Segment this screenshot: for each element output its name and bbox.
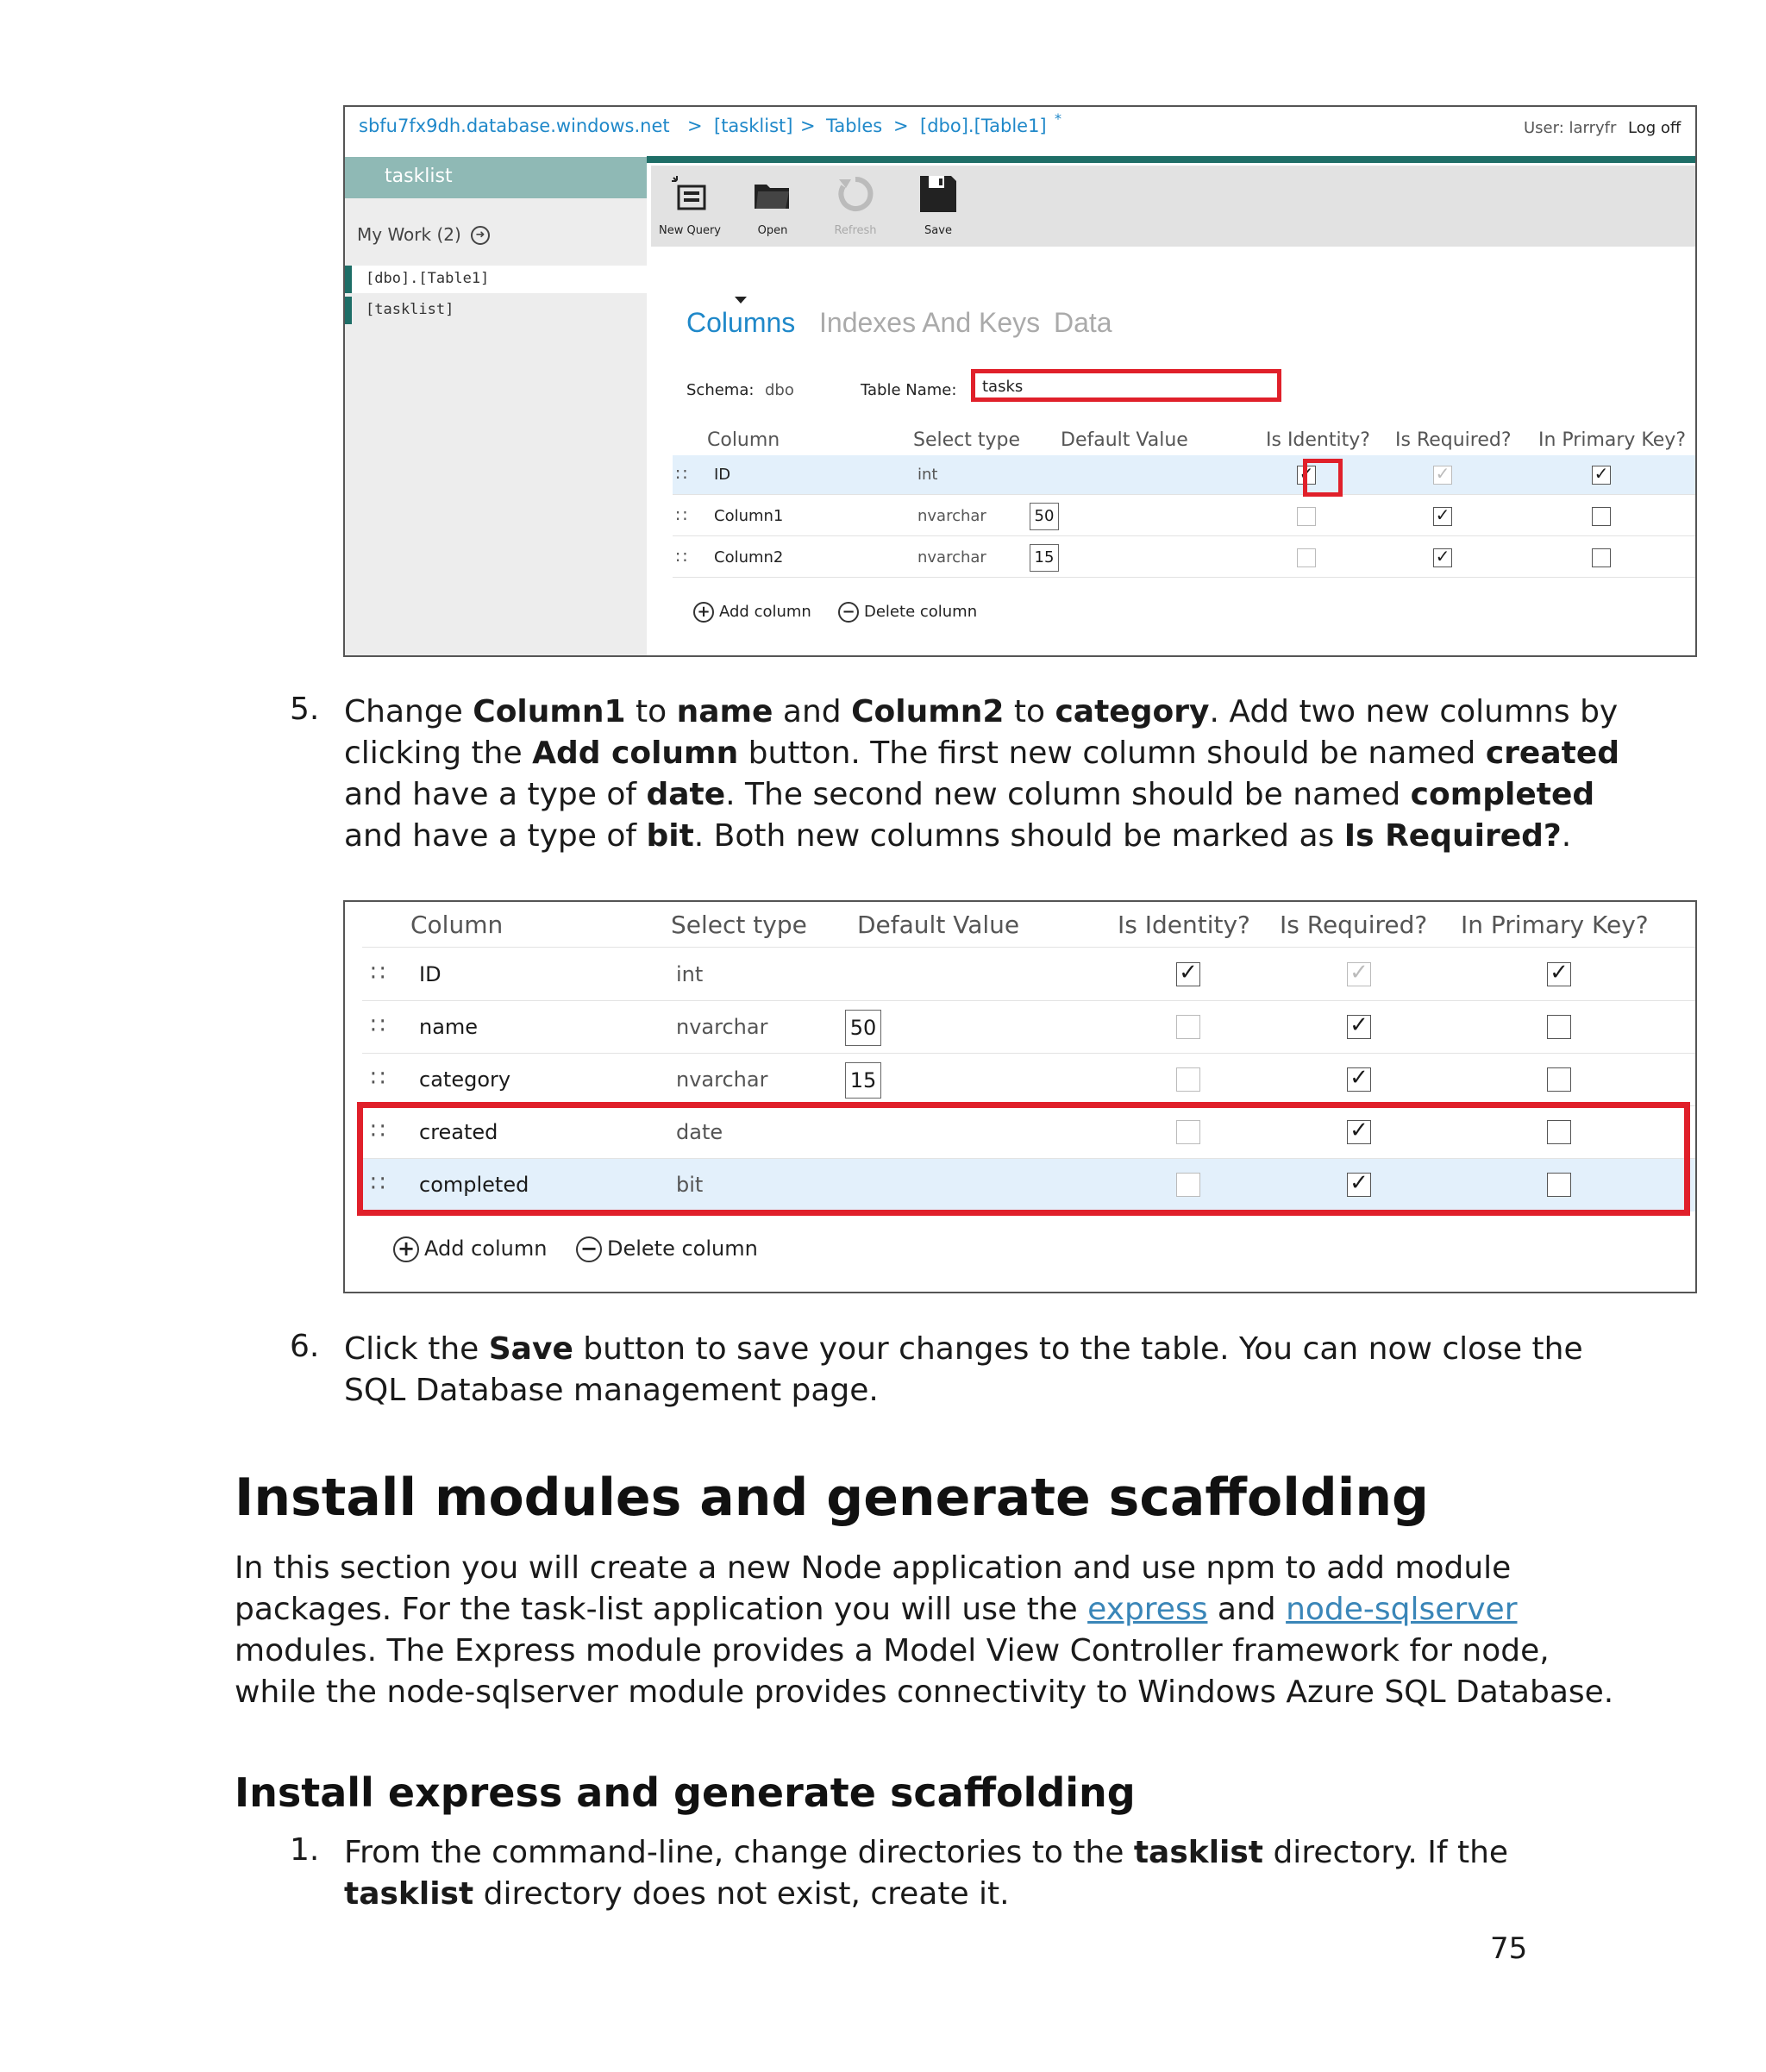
col-header-type: Select type [913,429,1021,451]
drag-handle-icon[interactable]: ∷ [676,464,687,485]
identity-checkbox[interactable]: ✓ [1297,466,1316,485]
toolbar [651,166,1695,247]
table-row[interactable] [362,1054,1695,1106]
col-header-identity: Is Identity? [1266,429,1370,451]
logoff-link[interactable]: Log off [1628,119,1681,137]
drag-handle-icon[interactable]: ∷ [371,1013,385,1039]
new-query-button[interactable]: New Query [651,166,729,247]
required-checkbox[interactable]: ✓ [1347,1173,1371,1197]
refresh-icon [836,174,875,214]
col-header-required: Is Required? [1280,911,1428,939]
required-checkbox[interactable]: ✓ [1347,1067,1371,1092]
step1-line-1: From the command-line, change directories to the tasklist directory. If the [344,1835,1509,1870]
pk-checkbox[interactable] [1547,1015,1571,1039]
table-name-field[interactable]: tasks [971,369,1281,402]
required-checkbox[interactable]: ✓ [1347,1120,1371,1144]
sidebar-item-tasklist[interactable]: [tasklist] [345,297,647,324]
breadcrumb-server[interactable]: sbfu7fx9dh.database.windows.net [359,116,670,136]
folder-icon [753,174,792,214]
table-row[interactable] [362,1001,1695,1054]
minus-circle-icon: − [576,1236,602,1262]
intro-line-2: packages. For the task-list application you will use the express and node-sqlserver [235,1592,1518,1627]
identity-checkbox[interactable]: ✓ [1176,962,1200,986]
identity-checkbox[interactable] [1176,1067,1200,1092]
plus-circle-icon: + [393,1236,419,1262]
step-number: 6. [290,1329,320,1364]
row-name[interactable]: ID [419,962,442,986]
step5-line-1: Change Column1 to name and Column2 to category. Add two new columns by [344,694,1619,729]
subsection-heading: Install express and generate scaffolding [235,1769,1136,1816]
row-type[interactable]: bit [676,1173,704,1197]
col-header-column: Column [707,429,780,451]
row-name[interactable]: Column1 [714,507,784,525]
required-checkbox[interactable]: ✓ [1347,1015,1371,1039]
sidebar-title: tasklist [345,157,647,198]
step6-line-1: Click the Save button to save your changes to the table. You can now close the [344,1331,1583,1367]
breadcrumb-separator: > [800,116,816,136]
header-divider [647,156,1695,163]
row-type[interactable]: int [676,962,704,986]
row-name[interactable]: category [419,1067,511,1092]
step-number: 1. [290,1832,320,1868]
sidebar-item-table1[interactable]: [dbo].[Table1] [345,266,647,293]
pk-checkbox[interactable]: ✓ [1592,466,1611,485]
step6-line-2: SQL Database management page. [344,1373,879,1408]
step-number: 5. [290,692,320,727]
tab-indexes-and-keys[interactable]: Indexes And Keys [819,307,1041,338]
required-checkbox[interactable]: ✓ [1433,548,1452,567]
row-type[interactable]: nvarchar [676,1015,768,1039]
intro-line-4: while the node-sqlserver module provides connectivity to Windows Azure SQL Database. [235,1675,1614,1710]
col-header-default: Default Value [1061,429,1188,451]
breadcrumb [345,107,1695,157]
breadcrumb-database[interactable]: [tasklist] [714,116,793,136]
row-type[interactable]: nvarchar [917,507,986,525]
node-sqlserver-link[interactable]: node-sqlserver [1286,1592,1518,1627]
drag-handle-icon[interactable]: ∷ [676,547,687,567]
step1-line-2: tasklist directory does not exist, create it. [344,1876,1010,1912]
identity-highlight [1303,459,1343,497]
refresh-button[interactable]: Refresh [817,166,894,247]
row-type[interactable]: nvarchar [676,1067,768,1092]
required-checkbox[interactable]: ✓ [1347,962,1371,986]
identity-checkbox[interactable] [1297,548,1316,567]
express-link[interactable]: express [1087,1592,1208,1627]
pk-checkbox[interactable] [1547,1067,1571,1092]
mywork-label[interactable]: My Work (2) [357,224,461,245]
col-header-pk: In Primary Key? [1461,911,1649,939]
col-header-pk: In Primary Key? [1538,429,1686,451]
breadcrumb-table[interactable]: [dbo].[Table1] [920,116,1047,136]
step5-line-3: and have a type of date. The second new column should be named completed [344,777,1595,812]
add-column-button[interactable]: + Add column [393,1236,547,1262]
length-field[interactable]: 50 [1030,503,1059,530]
row-type[interactable]: date [676,1120,723,1144]
tab-columns[interactable]: Columns [686,307,796,338]
breadcrumb-separator: > [687,116,703,136]
columns-grid-screenshot [343,900,1697,1293]
pk-checkbox[interactable]: ✓ [1547,962,1571,986]
drag-handle-icon[interactable]: ∷ [676,505,687,526]
table-row[interactable] [673,497,1697,536]
page-number: 75 [1490,1931,1528,1966]
save-icon [918,174,958,214]
row-name[interactable]: Column2 [714,548,784,567]
breadcrumb-tables[interactable]: Tables [826,116,883,136]
row-name[interactable]: name [419,1015,479,1039]
table-row[interactable] [673,538,1697,578]
row-name[interactable]: ID [714,466,731,484]
delete-column-button[interactable]: − Delete column [576,1236,758,1262]
col-header-required: Is Required? [1395,429,1512,451]
identity-checkbox[interactable] [1297,507,1316,526]
drag-handle-icon[interactable]: ∷ [371,961,385,986]
col-header-default: Default Value [857,911,1020,939]
pk-checkbox[interactable] [1592,548,1611,567]
section-heading: Install modules and generate scaffolding [235,1468,1429,1528]
save-button[interactable]: Save [899,166,977,247]
step5-line-2: clicking the Add column button. The first new column should be named created [344,736,1620,771]
row-name[interactable]: completed [419,1173,529,1197]
row-name[interactable]: created [419,1120,498,1144]
unsaved-indicator: * [1055,110,1061,127]
identity-checkbox[interactable] [1176,1015,1200,1039]
open-button[interactable]: Open [734,166,811,247]
sidebar [345,157,647,655]
row-type[interactable]: int [917,466,938,484]
row-type[interactable]: nvarchar [917,548,986,567]
required-checkbox[interactable]: ✓ [1433,466,1452,485]
required-checkbox[interactable]: ✓ [1433,507,1452,526]
delete-column-button[interactable]: − Delete column [838,602,977,623]
table-name-label: Table Name: [861,381,957,399]
drag-handle-icon[interactable]: ∷ [371,1118,385,1144]
schema-value[interactable]: dbo [765,381,794,399]
length-field[interactable]: 50 [845,1010,881,1046]
col-header-column: Column [410,911,504,939]
length-field[interactable]: 15 [1030,544,1059,572]
length-field[interactable]: 15 [845,1062,881,1099]
arrow-right-icon[interactable]: ➜ [471,226,490,245]
user-label: User: larryfr [1524,119,1617,137]
add-column-button[interactable]: + Add column [693,602,811,623]
plus-circle-icon: + [693,602,714,623]
step5-line-4: and have a type of bit. Both new columns should be marked as Is Required?. [344,818,1572,854]
col-header-type: Select type [671,911,807,939]
new-query-icon [670,174,710,214]
new-rows-highlight [357,1102,1690,1216]
schema-label: Schema: [686,381,755,399]
minus-circle-icon: − [838,602,859,623]
selected-tab-indicator [735,297,747,304]
col-header-identity: Is Identity? [1118,911,1250,939]
drag-handle-icon[interactable]: ∷ [371,1066,385,1092]
table-row[interactable] [362,948,1695,1001]
pk-checkbox[interactable] [1592,507,1611,526]
intro-line-3: modules. The Express module provides a Model View Controller framework for node, [235,1633,1550,1668]
intro-line-1: In this section you will create a new Node application and use npm to add module [235,1550,1512,1586]
breadcrumb-separator: > [893,116,909,136]
tab-data[interactable]: Data [1054,307,1112,338]
table-row[interactable] [673,455,1697,495]
drag-handle-icon[interactable]: ∷ [371,1171,385,1197]
portal-screenshot [343,105,1697,657]
